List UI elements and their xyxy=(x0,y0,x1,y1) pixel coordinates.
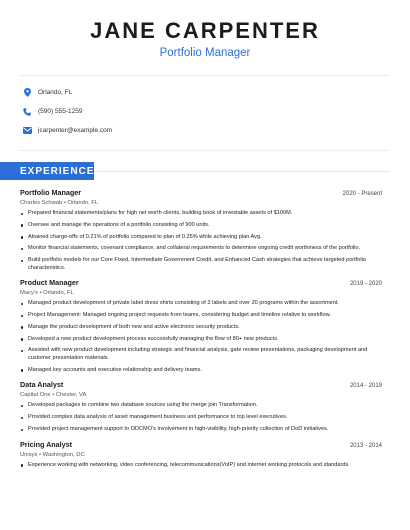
job-bullets xyxy=(20,210,382,272)
job-bullet: Build portfolio models for our Core Fixed, Intermediate Government Credit, and Enhanced Cash strategies that achieve targeted portfolio characteristics. xyxy=(20,257,382,272)
candidate-title: Portfolio Manager xyxy=(159,47,251,59)
contact-email xyxy=(22,121,410,140)
bullet-dot-icon xyxy=(21,429,23,431)
job-bullet: Oversee and manage the operations of a portfolio consisting of 900 units. xyxy=(20,222,382,230)
job-bullet: Developed packages to combine two database sources using the merge join Transformation. xyxy=(20,402,382,410)
job-bullets xyxy=(20,300,382,374)
job-bullet: Managed key accounts and executive relationship and delivery teams. xyxy=(20,367,382,375)
email-icon xyxy=(22,126,32,136)
bullet-dot-icon xyxy=(21,236,23,238)
job-bullet: Monitor financial statements, covenant compliance, and collateral requirements to determine ongoing credit worthiness of the portfolio. xyxy=(20,245,382,253)
contact-block xyxy=(0,76,410,140)
job-bullet: Experience working with networking, video conferencing, telecommunications(VoIP) and internet working protocols and standards. xyxy=(20,462,382,470)
job-title: Product Manager xyxy=(20,278,79,288)
job-company: Capital One • Chester, VA xyxy=(20,392,87,399)
job-bullet: Manage the product development of both new and active electronic security products. xyxy=(20,324,382,332)
job-bullet: Provided project management support to ODCMO's involvement in high-visibility, high-priority collection of DoD initiatives. xyxy=(20,426,382,434)
bullet-dot-icon xyxy=(21,417,23,419)
bullet-dot-icon xyxy=(21,213,23,215)
bullet-dot-icon xyxy=(21,303,23,305)
job-entry xyxy=(20,440,382,470)
job-title: Portfolio Manager xyxy=(20,188,82,197)
location-text: Orlando, FL xyxy=(38,89,73,96)
job-bullet: Prepared financial statements/plans for high net worth clients, building book of investable assets of $100M. xyxy=(20,210,382,218)
phone-icon xyxy=(22,107,32,117)
job-company: Macy's • Orlando, FL xyxy=(20,290,74,297)
bullet-dot-icon xyxy=(21,260,23,262)
job-bullet: Project Management: Managed ongoing project requests from teams, considering budget and timeline relative to workflow. xyxy=(20,312,382,320)
bullet-dot-icon xyxy=(21,248,23,250)
job-entry xyxy=(20,380,382,433)
experience-list xyxy=(20,188,382,475)
job-date: 2020 - Present xyxy=(342,191,382,197)
bullet-dot-icon xyxy=(21,315,23,317)
job-company: Charles Schwab • Orlando, FL xyxy=(20,200,99,206)
job-date: 2013 - 2014 xyxy=(349,442,382,449)
job-bullets xyxy=(20,462,382,470)
job-bullet: Provided complex data analysis of asset management business unit performance to top level executives. xyxy=(20,414,382,422)
job-entry xyxy=(20,278,382,374)
job-company: Unisys • Washington, DC xyxy=(20,451,85,458)
location-pin-icon xyxy=(22,88,32,98)
candidate-name: JANE CARPENTER xyxy=(90,18,320,43)
bullet-dot-icon xyxy=(21,405,23,407)
bullet-dot-icon xyxy=(21,338,23,340)
resume-header xyxy=(0,0,410,60)
job-bullet: Attained charge-offs of 0.21% of portfolio compared to plan of 0.25% while achieving plan Avg. xyxy=(20,234,382,242)
experience-heading: EXPERIENCE xyxy=(0,162,94,180)
contact-phone xyxy=(22,102,410,121)
phone-text: (590) 555-1259 xyxy=(38,108,83,115)
job-date: 2019 - 2020 xyxy=(349,281,382,288)
bullet-dot-icon xyxy=(21,369,23,371)
job-bullets xyxy=(20,402,382,433)
experience-divider xyxy=(94,171,390,172)
bullet-dot-icon xyxy=(21,350,23,352)
job-entry xyxy=(20,188,382,272)
bullet-dot-icon xyxy=(21,464,23,466)
job-date: 2014 - 2019 xyxy=(349,383,382,390)
contact-divider xyxy=(20,150,390,151)
job-title: Data Analyst xyxy=(20,380,64,390)
bullet-dot-icon xyxy=(21,326,23,328)
bullet-dot-icon xyxy=(21,224,23,226)
job-bullet: Developed a new product development process successfully managing the flow of 80+ new products. xyxy=(20,336,382,344)
job-bullet: Managed product development of private label dress shirts consisting of 3 labels and over 20 programs within the assortment. xyxy=(20,300,382,308)
contact-location xyxy=(22,83,410,102)
job-bullet: Assisted with new product development including strategic and financial analysis, gate review presentations, packaging development and customer presentation materials. xyxy=(20,347,382,362)
email-link[interactable]: jcarpenter@example.com xyxy=(38,127,113,134)
job-title: Pricing Analyst xyxy=(20,439,73,449)
